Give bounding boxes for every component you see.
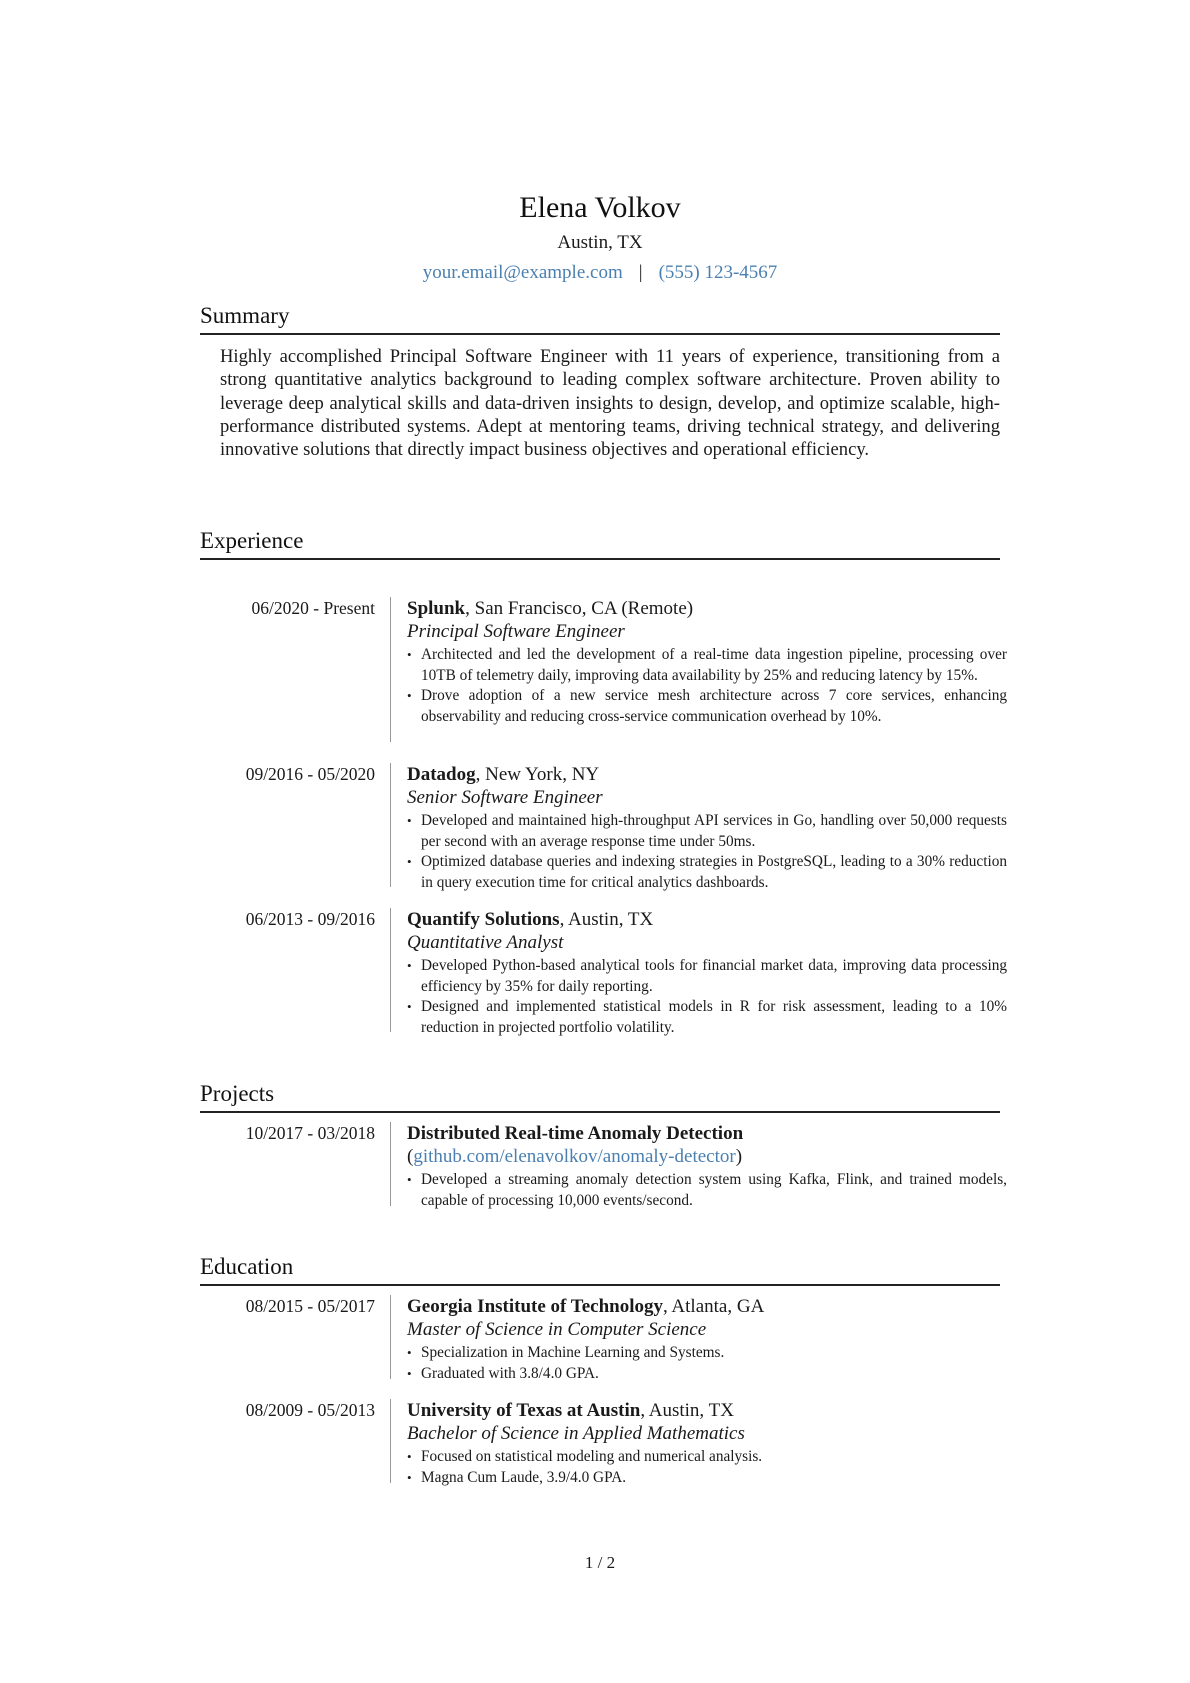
entry-date: 09/2016 - 05/2020 [245,764,375,784]
projects-section [200,1080,1000,1113]
project-paren-open: ( [407,1146,414,1167]
entry-divider [390,1399,391,1483]
summary-section [200,302,1000,461]
resume-header [200,190,1000,286]
entry-date: 06/2020 - Present [251,598,375,618]
entry-role: Quantitative Analyst [407,932,564,953]
entry-location: , San Francisco, CA (Remote) [465,598,694,619]
entry-org-line [407,908,1007,931]
bullet-item: • Optimized database queries and indexing strategies in PostgreSQL, leading to a 30% reduction in query execution time for critical analytics dashboards. [407,852,1007,893]
entry-location: , New York, NY [475,764,600,785]
summary-text: Highly accomplished Principal Software Engineer with 11 years of experience, transitioning from a strong quantitative analytics background to leading complex software architecture. Proven ability to leverage deep analytical skills and data-driven insights to design, develop, and optimize scalable, high-performance distributed systems. Adept at mentoring teams, driving technical strategy, and delivering innovative solutions that directly impact business objectives and operational efficiency. [220,346,1000,461]
projects-heading: Projects [200,1080,1000,1113]
experience-heading: Experience [200,527,1000,560]
education-section [200,1253,1000,1286]
entry-org: Quantify Solutions [407,909,560,930]
entry-location: , Austin, TX [640,1400,734,1421]
entry-org: Splunk [407,598,466,619]
phone-link[interactable]: (555) 123-4567 [658,262,778,283]
project-repo-link[interactable]: github.com/elenavolkov/anomaly-detector [413,1146,736,1167]
bullet-item: • Drove adoption of a new service mesh architecture across 7 core services, enhancing observability and reducing cross-service communication overhead by 10%. [407,686,1007,727]
entry-bullets [407,645,1007,727]
entry-body [407,597,1007,727]
entry-divider [390,597,391,742]
entry-org: Datadog [407,764,476,785]
candidate-location: Austin, TX [557,232,643,253]
entry-divider [390,1122,391,1206]
experience-section [200,527,1000,560]
entry-bullets [407,1343,1007,1384]
entry-date: 08/2009 - 05/2013 [245,1400,375,1420]
bullet-item: • Developed Python-based analytical tools for financial market data, improving data processing efficiency by 35% for daily reporting. [407,956,1007,997]
entry-date: 08/2015 - 05/2017 [245,1296,375,1316]
bullet-item: • Designed and implemented statistical models in R for risk assessment, leading to a 10% reduction in projected portfolio volatility. [407,997,1007,1038]
contact-separator: | [638,262,643,283]
bullet-item: • Architected and led the development of a real-time data ingestion pipeline, processing over 10TB of telemetry daily, improving data availability by 25% and reducing latency by 15%. [407,645,1007,686]
project-name: Distributed Real-time Anomaly Detection [407,1123,744,1144]
entry-bullets [407,1447,1007,1488]
entry-bullets [407,1170,1007,1211]
entry-body [407,908,1007,1038]
bullet-item: • Specialization in Machine Learning and Systems. [407,1343,1007,1364]
bullet-item: • Developed and maintained high-throughput API services in Go, handling over 50,000 requests per second with an average response time under 50ms. [407,811,1007,852]
project-title-line [407,1122,997,1168]
entry-bullets [407,811,1007,893]
entry-divider [390,908,391,1032]
entry-date: 06/2013 - 09/2016 [245,909,375,929]
entry-role: Principal Software Engineer [407,621,625,642]
entry-org-line [407,597,1007,620]
entry-divider [390,763,391,887]
project-paren-close: ) [735,1146,743,1167]
bullet-item: • Developed a streaming anomaly detection system using Kafka, Flink, and trained models, capable of processing 10,000 events/second. [407,1170,1007,1211]
bullet-item: • Focused on statistical modeling and numerical analysis. [407,1447,1007,1468]
entry-divider [390,1295,391,1379]
summary-heading: Summary [200,302,1000,335]
bullet-item: • Graduated with 3.8/4.0 GPA. [407,1364,1007,1385]
entry-degree: Master of Science in Computer Science [407,1319,707,1340]
email-link[interactable]: your.email@example.com [422,262,623,283]
entry-body [407,1295,1007,1384]
page-number: 1 / 2 [584,1553,616,1572]
entry-location: , Atlanta, GA [662,1296,765,1317]
entry-org: Georgia Institute of Technology [407,1296,663,1317]
entry-bullets [407,956,1007,1038]
education-heading: Education [200,1253,1000,1286]
entry-degree: Bachelor of Science in Applied Mathematics [407,1423,745,1444]
entry-location: , Austin, TX [559,909,654,930]
entry-org-line [407,1399,1007,1422]
entry-org-line [407,763,1007,786]
entry-body [407,763,1007,893]
entry-body [407,1122,1007,1211]
contact-line [200,260,1000,286]
entry-date: 10/2017 - 03/2018 [245,1123,375,1143]
bullet-item: • Magna Cum Laude, 3.9/4.0 GPA. [407,1468,1007,1489]
entry-org-line [407,1295,1007,1318]
entry-role: Senior Software Engineer [407,787,603,808]
entry-org: University of Texas at Austin [407,1400,641,1421]
entry-body [407,1399,1007,1488]
candidate-name: Elena Volkov [519,191,681,224]
